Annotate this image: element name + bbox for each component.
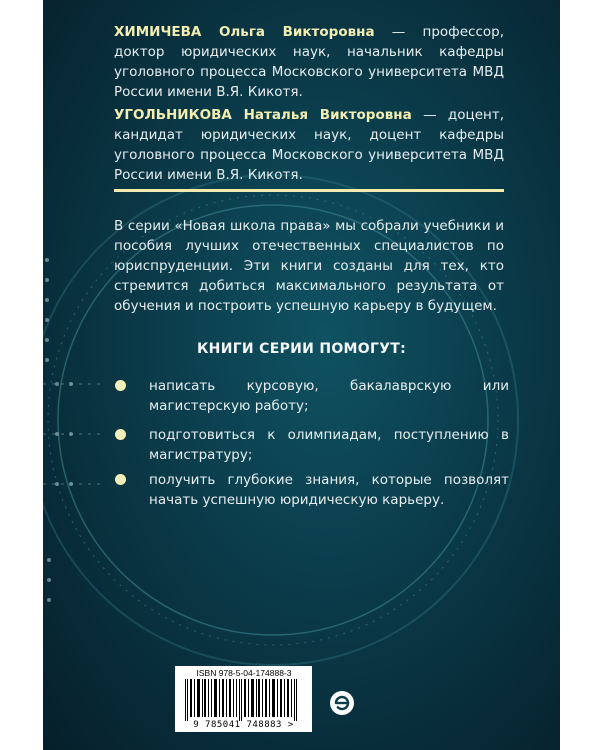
bullet-item-1: написать курсовую, бакалаврскую или магистерскую работу; [149,378,509,414]
author-name-2: УГОЛЬНИКОВА Наталья Викторовна [114,107,412,123]
publisher-logo-icon [329,690,355,716]
book-back-cover [43,0,560,750]
series-intro: В серии «Новая школа права» мы собрали учебники и пособия лучших отечественных специалистов по юриспруденции. Эти книги созданы для тех, кто стремится добиться максимального результата от обучения и построить успешную карьеру в будущем. [114,218,504,314]
bullet-dot-icon [115,429,126,440]
bullet-dot-icon [115,380,126,391]
author-bio-1 [114,22,504,102]
bullet-item-2: подготовиться к олимпиадам, поступлению в магистратуру; [149,427,509,463]
barcode [175,666,312,732]
barcode-digits: 9 785041 748883 > [193,720,294,730]
bullet-dot-icon [115,474,126,485]
author-description-1: — профессор, доктор юридических наук, начальник кафедры уголовного процесса Московского университета МВД России имени В.Я. Кикотя. [114,24,504,100]
isbn-label: ISBN 978-5-04-174888-3 [196,668,292,678]
bullet-item-3: получить глубокие знания, которые позволят начать успешную юридическую карьеру. [149,472,509,508]
author-name-1: ХИМИЧЕВА Ольга Викторовна [114,24,375,40]
divider-line [114,189,504,192]
author-description-2: — доцент, кандидат юридических наук, доцент кафедры уголовного процесса Московского университета МВД России имени В.Я. Кикотя. [114,107,504,183]
author-bio-2 [114,105,504,185]
helps-heading: КНИГИ СЕРИИ ПОМОГУТ: [196,341,407,357]
